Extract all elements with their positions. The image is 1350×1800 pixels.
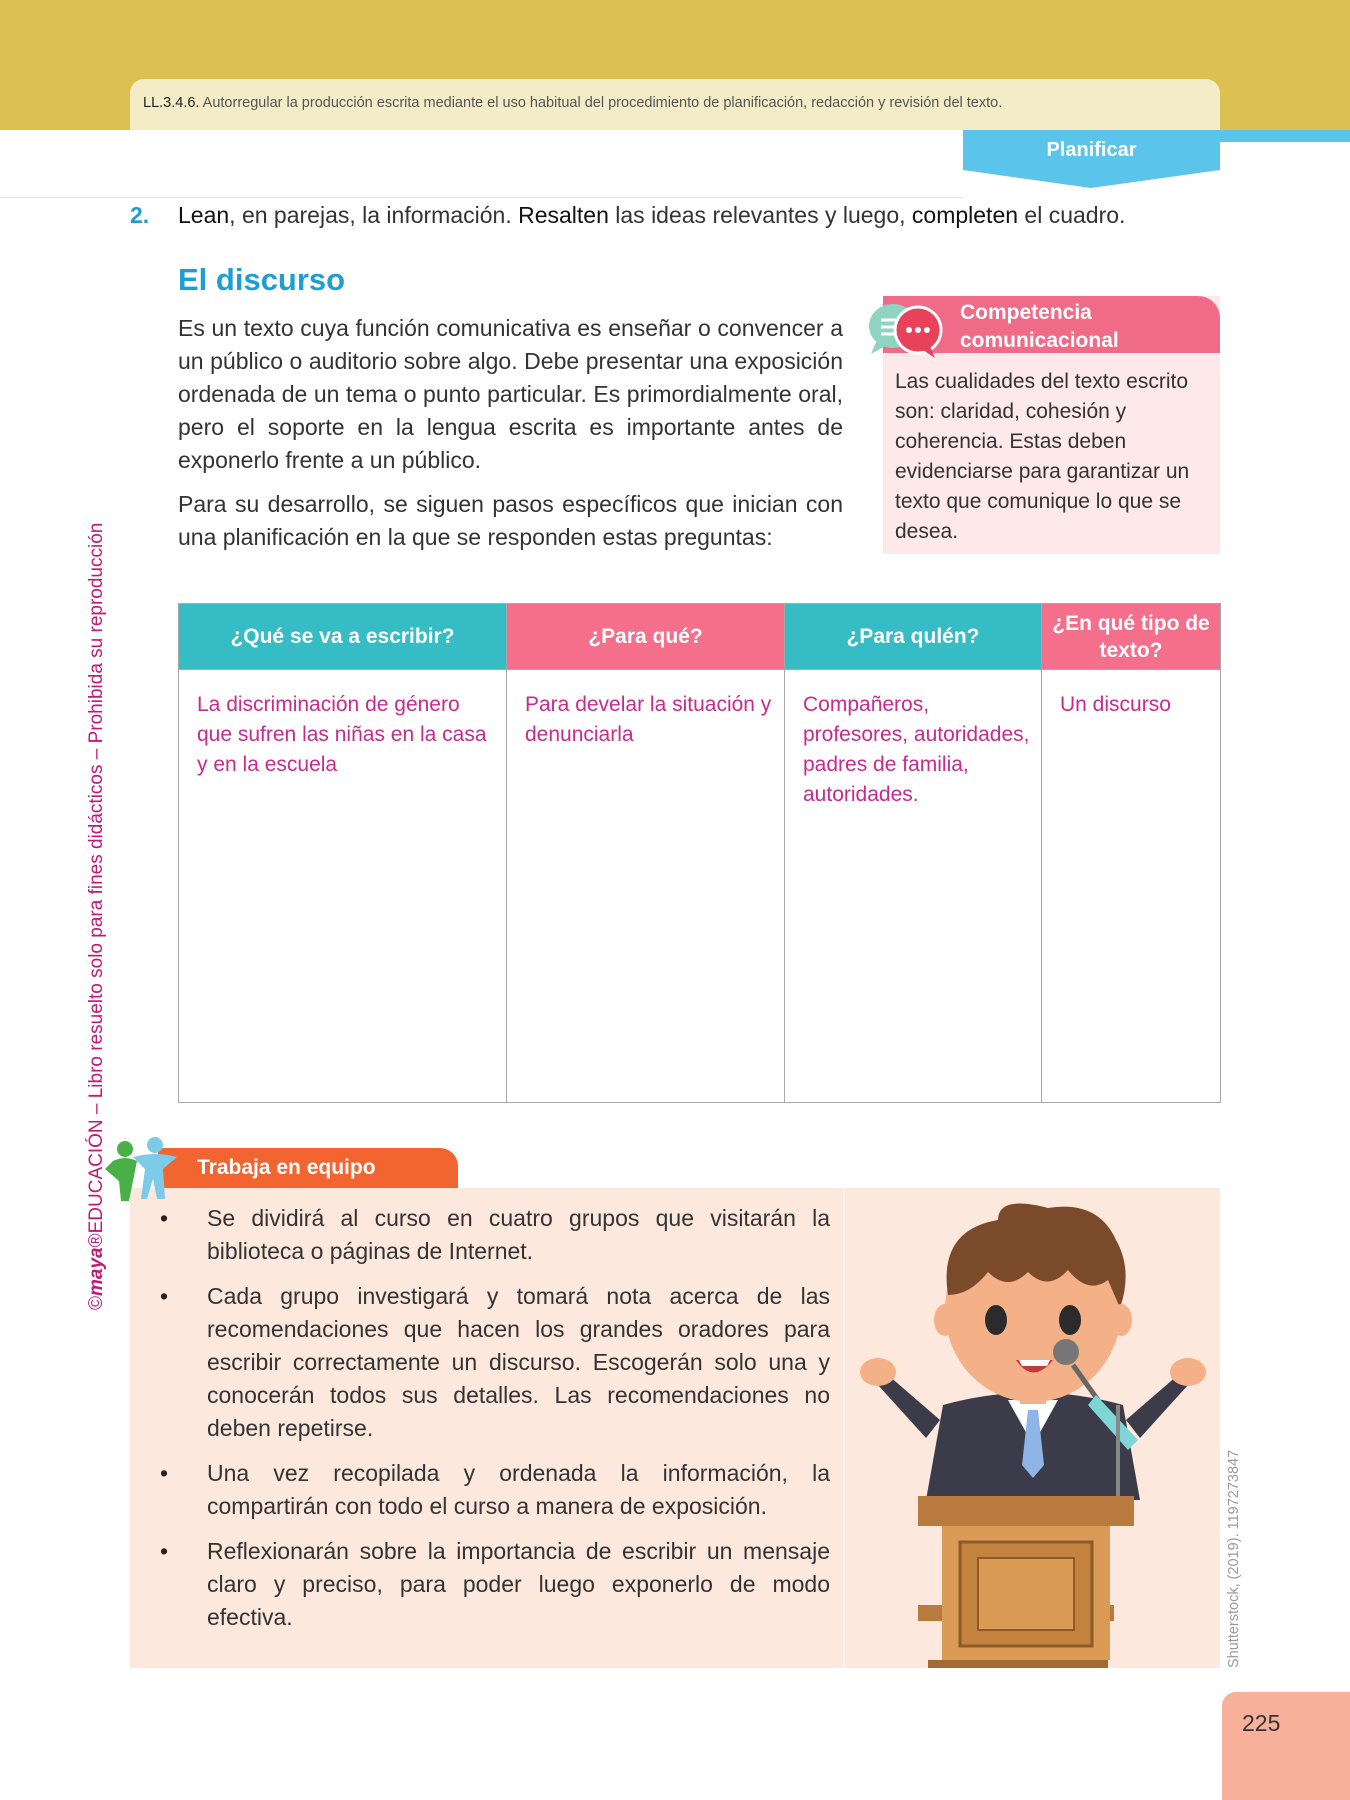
team-people-icon (103, 1135, 193, 1205)
definition-paragraph: Es un texto cuya función comunicativa es enseñar o convencer a un público o auditorio sobre algo. Debe presentar una exposición ordenada de un tema o punto particular. Es primordialmente oral, pero el soporte en la lengua escrita es importante antes de exponerlo frente a un público. (178, 315, 843, 473)
skill-code: LL.3.4.6. (143, 95, 200, 111)
table-cell-tipo-texto: Un discurso (1042, 670, 1221, 1103)
competencia-title-line: comunicacional (960, 329, 1119, 352)
table-cell-para-que: Para develar la situación y denunciarla (507, 670, 785, 1103)
header-separator (0, 197, 963, 198)
instruction-verb-completen: completen (911, 202, 1019, 228)
speaker-boy-illustration (848, 1200, 1218, 1668)
table-cell-que: La discriminación de género que sufren las niñas en la casa y en la escuela (179, 670, 507, 1103)
blue-band (1220, 130, 1350, 142)
table-header-para-que: ¿Para qué? (507, 604, 785, 670)
image-credit: Shutterstock, (2019). 1197273847 (1226, 1449, 1242, 1668)
table-cell-para-quien: Compañeros, profesores, autoridades, padres de familia, autoridades. (785, 670, 1042, 1103)
skill-description: Autorregular la producción escrita mediante el uso habitual del procedimiento de planificación, redacción y revisión del texto. (202, 95, 1003, 111)
table-header-que: ¿Qué se va a escribir? (179, 604, 507, 670)
competencia-title-line: Competencia (960, 301, 1092, 324)
speech-bubbles-icon (863, 296, 943, 362)
table-header-para-quien: ¿Para qulén? (785, 604, 1042, 670)
list-item: • Cada grupo investigará y tomará nota acerca de las recomendaciones que hacen los grandes oradores para escribir correctamente un discurso. Escogerán solo una y conocerán todos sus detalles. Las recomendaciones no deben repetirse. (157, 1280, 830, 1445)
table-header-tipo-texto: ¿En qué tipo de texto? (1042, 604, 1221, 670)
exercise-number: 2. (130, 202, 150, 228)
registered-symbol: ® (86, 1233, 107, 1248)
exercise-instruction (178, 202, 1125, 229)
skill-statement (143, 95, 1002, 111)
team-list (157, 1202, 830, 1646)
team-divider (843, 1188, 845, 1668)
instruction-part: el cuadro. (1018, 202, 1126, 228)
planificar-tab-tip (963, 170, 1220, 188)
sidebar-text: EDUCACIÓN – Libro resuelto solo para fines didácticos – Prohibida su reproducción (86, 522, 107, 1234)
brand-logo: maya (86, 1247, 107, 1296)
page-number-box (1222, 1692, 1350, 1800)
planning-paragraph: Para su desarrollo, se siguen pasos específicos que inician con una planificación en la que se responden estas preguntas: (178, 491, 843, 550)
competencia-title (960, 299, 1119, 355)
instruction-verb-lean: Lean (178, 202, 230, 228)
list-item: • Reflexionarán sobre la importancia de escribir un mensaje claro y preciso, para poder luego exponerlo de modo efectiva. (157, 1535, 830, 1634)
table-header-row (179, 604, 1221, 670)
instruction-part: , en parejas, la información. (229, 202, 519, 228)
team-title: Trabaja en equipo (197, 1156, 376, 1179)
planning-table (178, 603, 1221, 1103)
instruction-verb-resalten: Resalten (518, 202, 609, 228)
copyright-symbol: © (86, 1296, 107, 1310)
skill-box (130, 79, 1220, 130)
list-item: • Una vez recopilada y ordenada la información, la compartirán con todo el curso a manera de exposición. (157, 1457, 830, 1523)
page-number: 225 (1242, 1710, 1281, 1736)
list-item: • Se dividirá al curso en cuatro grupos que visitarán la biblioteca o páginas de Internet. (157, 1202, 830, 1268)
section-title: El discurso (178, 262, 346, 297)
planificar-tab: Planificar (963, 130, 1220, 170)
instruction-part: las ideas relevantes y luego, (608, 202, 912, 228)
table-row (179, 670, 1221, 1103)
competencia-body: Las cualidades del texto escrito son: claridad, cohesión y coherencia. Estas deben evidenciarse para garantizar un texto que comunique lo que se desea. (895, 370, 1190, 543)
